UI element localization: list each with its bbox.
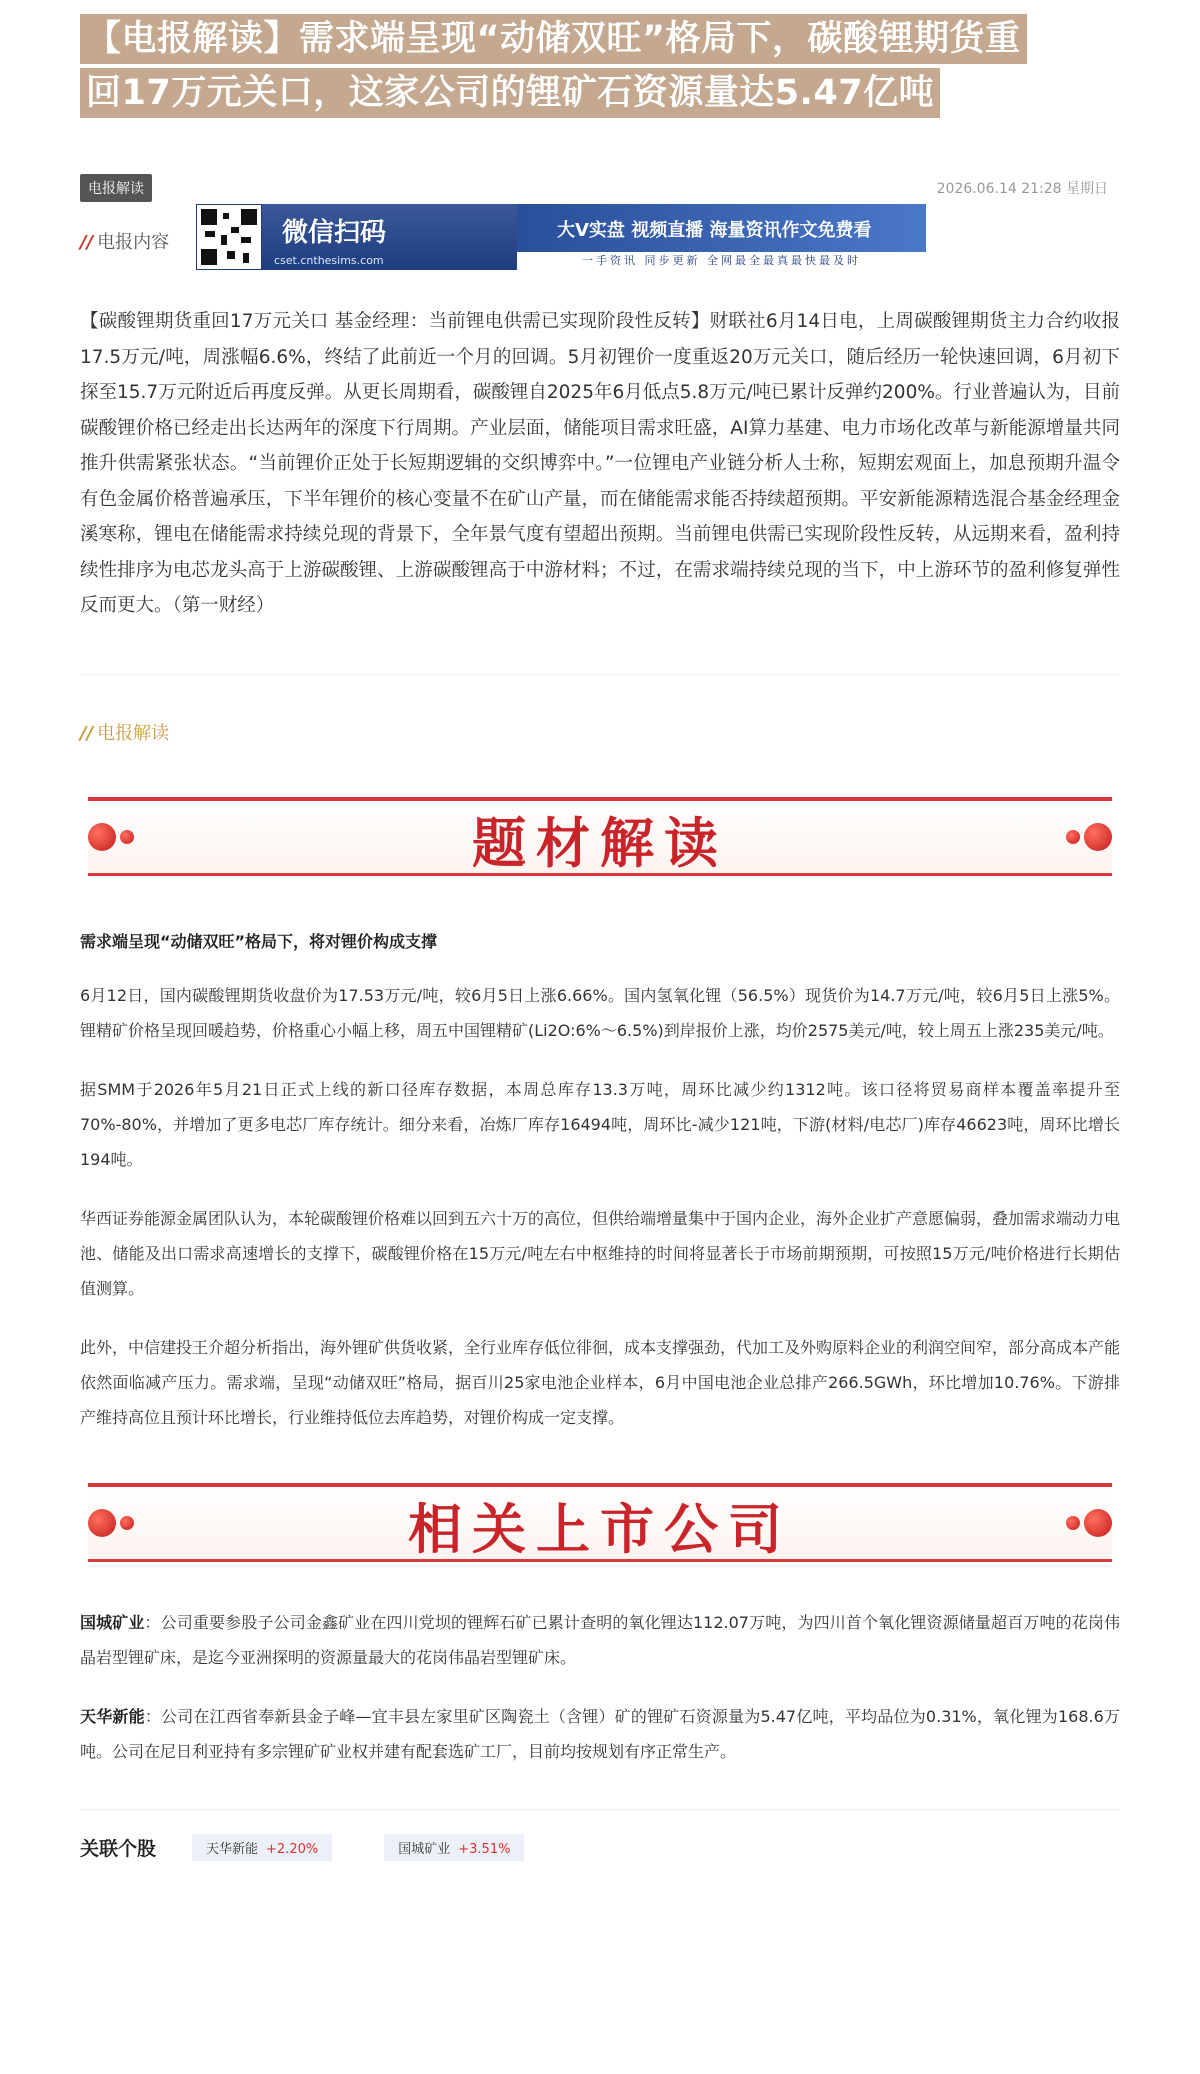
stock-chip[interactable] bbox=[384, 1834, 524, 1861]
slash-icon: // bbox=[80, 232, 94, 253]
stock-change: +3.51% bbox=[458, 1841, 511, 1857]
divider bbox=[80, 674, 1120, 675]
stock-change: +2.20% bbox=[266, 1841, 319, 1857]
company-description: ：公司重要参股子公司金鑫矿业在四川党坝的锂辉石矿已累计查明的氧化锂达112.07万吨，为四川首个氧化锂资源储量超百万吨的花岗伟晶岩型锂矿床，是迄今亚洲探明的资源量最大的花岗伟晶岩型锂矿床。 bbox=[80, 1612, 1120, 1667]
banner-title: 微信扫码 bbox=[282, 218, 387, 248]
interpretation-paragraph-2: 据SMM于2026年5月21日正式上线的新口径库存数据，本周总库存13.3万吨，周环比减少约1312吨。该口径将贸易商样本覆盖率提升至70%-80%，并增加了更多电芯厂库存统计。细分来看，冶炼厂库存16494吨，周环比-减少121吨，下游(材料/电芯厂)库存46623吨，周环比增长 194吨。 bbox=[80, 1079, 1120, 1169]
article-page bbox=[80, 0, 1120, 1861]
interpretation-paragraph-1: 6月12日，国内碳酸锂期货收盘价为17.53万元/吨，较6月5日上涨6.66%。国内氢氧化锂（56.5%）现货价为14.7万元/吨，较6月5日上涨5%。锂精矿价格呈现回暖趋势，价格重心小幅上移，周五中国锂精矿(Li2O:6%～6.5%)到岸报价上涨，均价2575美元/吨，较上周五上涨235美元/吨。 bbox=[80, 985, 1120, 1040]
lead-paragraph: 【碳酸锂期货重回17万元关口 基金经理：当前锂电供需已实现阶段性反转】财联社6月14日电，上周碳酸锂期货主力合约收报17.5万元/吨，周涨幅6.6%，终结了此前近一个月的回调。5月初锂价一度重返20万元关口，随后经历一轮快速回调，6月初下探至15.7万元附近后再度反弹。从更长周期看，碳酸锂自2025年6月低点5.8万元/吨已累计反弹约200%。行业普遍认为，目前碳酸锂价格已经走出长达两年的深度下行周期。产业层面，储能项目需求旺盛，AI算力基建、电力市场化改革与新能源增量共同推升供需紧张状态。“当前锂价正处于长短期逻辑的交织博弈中。”一位锂电产业链分析人士称，短期宏观面上，加息预期升温令有色金属价格普遍承压，下半年锂价的核心变量不在矿山产量，而在储能需求能否持续超预期。平安新能源精选混合基金经理金溪寒称，锂电在储能需求持续兑现的背景下，全年景气度有望超出预期。当前锂电供需已实现阶段性反转，从远期来看，盈利持续性排序为电芯龙头高于上游碳酸锂、上游碳酸锂高于中游材料；不过，在需求端持续兑现的当下，中上游环节的盈利修复弹性反而更大。（第一财经） bbox=[80, 311, 1120, 616]
wechat-scan-banner[interactable] bbox=[196, 204, 926, 270]
content-section-label bbox=[80, 228, 169, 254]
interpretation-label-text: 电报解读 bbox=[97, 722, 170, 744]
related-stocks bbox=[80, 1834, 1120, 1861]
topic-interpretation-ribbon bbox=[80, 779, 1120, 889]
interpretation-section-label bbox=[80, 719, 1120, 745]
meta-row bbox=[80, 168, 1120, 204]
related-companies-ribbon bbox=[80, 1465, 1120, 1575]
content-header-row bbox=[80, 204, 1120, 274]
qr-code-icon bbox=[197, 205, 261, 269]
company-paragraph-2 bbox=[80, 1699, 1120, 1769]
interpretation-subheading: 需求端呈现“动储双旺”格局下，将对锂价构成支撑 bbox=[80, 931, 438, 951]
ribbon-title: 相关上市公司 bbox=[408, 1496, 792, 1561]
interpretation-paragraph-3: 华西证券能源金属团队认为，本轮碳酸锂价格难以回到五六十万的高位，但供给端增量集中于国内企业，海外企业扩产意愿偏弱，叠加需求端动力电池、储能及出口需求高速增长的支撑下，碳酸锂价格在15万元/吨左右中枢维持的时间将显著长于市场前期预期，可按照15万元/吨价格进行长期估值测算。 bbox=[80, 1208, 1121, 1298]
banner-subline: 一手资讯 同步更新 全网最全最真最快最及时 bbox=[517, 252, 926, 270]
headline-line-1: 【电报解读】需求端呈现“动储双旺”格局下，碳酸锂期货重 bbox=[80, 14, 1027, 64]
banner-url: cset.cnthesims.com bbox=[274, 254, 384, 267]
headline bbox=[80, 14, 1120, 122]
category-tag[interactable]: 电报解读 bbox=[80, 174, 152, 202]
banner-slogan: 大V实盘 视频直播 海量资讯作文免费看 bbox=[557, 220, 872, 241]
related-stocks-title: 关联个股 bbox=[80, 1837, 157, 1860]
content-section-text: 电报内容 bbox=[97, 232, 170, 253]
stock-chip[interactable] bbox=[192, 1834, 332, 1861]
slash-icon: // bbox=[80, 722, 94, 744]
banner-slogan-block bbox=[517, 204, 926, 270]
stock-name: 天华新能 bbox=[206, 1841, 259, 1857]
company-name[interactable]: 国城矿业 bbox=[80, 1612, 145, 1632]
divider bbox=[80, 1809, 1120, 1810]
stock-name: 国城矿业 bbox=[398, 1841, 451, 1857]
publish-datetime: 2026.06.14 21:28 星期日 bbox=[936, 181, 1108, 197]
company-paragraph-1 bbox=[80, 1605, 1120, 1675]
interpretation-paragraph-4: 此外，中信建投王介超分析指出，海外锂矿供货收紧，全行业库存低位徘徊，成本支撑强劲，代加工及外购原料企业的利润空间窄，部分高成本产能依然面临减产压力。需求端，呈现“动储双旺”格局，据百川25家电池企业样本，6月中国电池企业总排产266.5GWh，环比增加10.76%。下游排产维持高位且预计环比增长，行业维持低位去库趋势，对锂价构成一定支撑。 bbox=[80, 1337, 1121, 1427]
company-name[interactable]: 天华新能 bbox=[80, 1706, 145, 1726]
banner-title-block bbox=[262, 204, 517, 270]
company-description: ：公司在江西省奉新县金子峰—宜丰县左家里矿区陶瓷土（含锂）矿的锂矿石资源量为5.47亿吨，平均品位为0.31%，氧化锂为168.6万吨。公司在尼日利亚持有多宗锂矿矿业权并建有配套选矿工厂，目前均按规划有序正常生产。 bbox=[80, 1706, 1120, 1761]
headline-line-2: 回17万元关口，这家公司的锂矿石资源量达5.47亿吨 bbox=[80, 68, 940, 118]
ribbon-title: 题材解读 bbox=[472, 810, 728, 875]
